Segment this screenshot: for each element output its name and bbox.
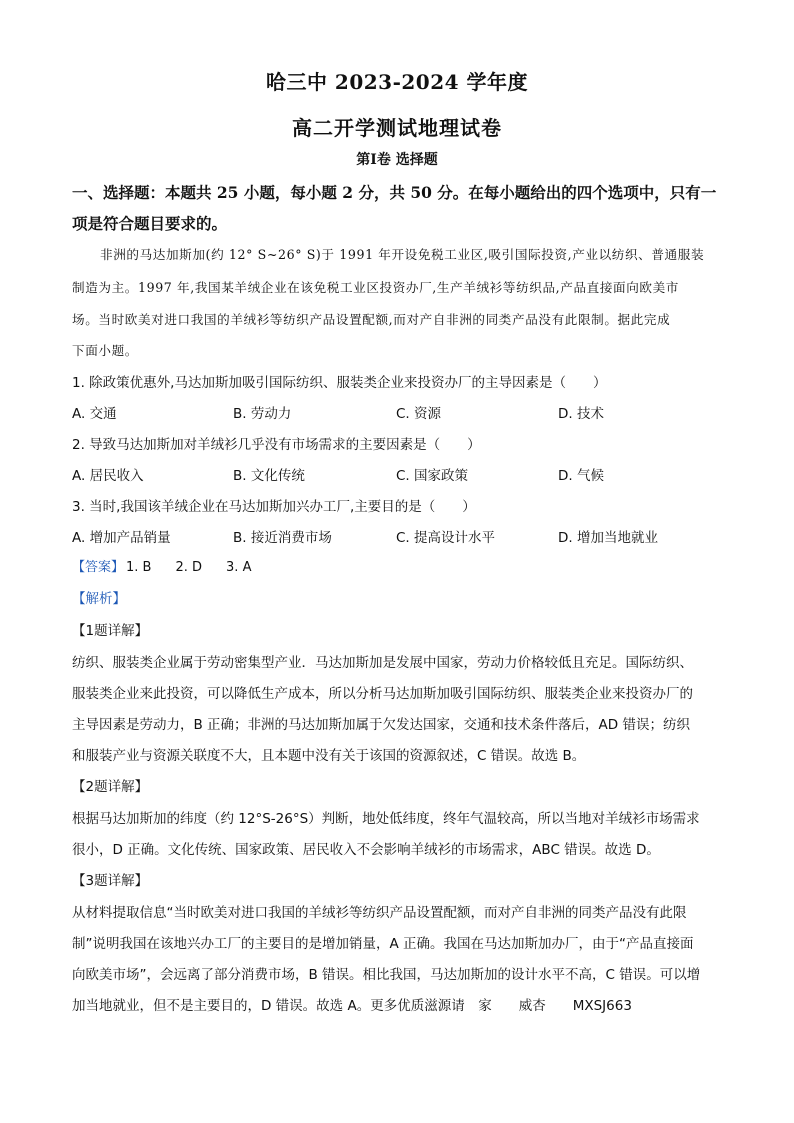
detail-3-line-3: 向欧美市场”，会远离了部分消费市场，B 错误。相比我国，马达加斯加的设计水平不高，C 错误。可以增 (72, 967, 701, 983)
section-heading: 第Ⅰ卷 选择题 (356, 152, 438, 168)
detail-1-line-4: 和服装产业与资源关联度不大，且本题中没有关于该国的资源叙述，C 错误。故选 B。 (72, 748, 586, 764)
question-1-stem: 1. 除政策优惠外,马达加斯加吸引国际纺织、服装类企业来投资办厂的主导因素是（ ） (72, 375, 607, 391)
analysis-label: 【解析】 (72, 591, 126, 607)
question-1-option-d: D. 技术 (558, 406, 604, 422)
question-1-option-b: B. 劳动力 (233, 406, 292, 422)
answer-item: 1. B (126, 560, 152, 575)
detail-1-heading: 【1题详解】 (72, 623, 149, 639)
exam-title: 哈三中 2023-2024 学年度 (265, 70, 529, 94)
detail-3-line-2: 制”说明我国在该地兴办工厂的主要目的是增加销量，A 正确。我国在马达加斯加办厂，由于“产品直接面 (72, 936, 694, 952)
answer-item: 3. A (226, 560, 252, 575)
material-line-2: 制造为主。1997 年,我国某羊绒企业在该免税工业区投资办厂,生产羊绒衫等纺织品,产品直接面向欧美市 (72, 280, 679, 295)
question-3-option-b: B. 接近消费市场 (233, 530, 332, 546)
detail-3-heading: 【3题详解】 (72, 873, 149, 889)
material-line-1: 非洲的马达加斯加(约 12° S~26° S)于 1991 年开设免税工业区,吸引国际投资,产业以纺织、普通服装 (100, 247, 705, 262)
question-3-option-d: D. 增加当地就业 (558, 530, 658, 546)
answer-item: 2. D (175, 560, 203, 575)
question-2-stem: 2. 导致马达加斯加对羊绒衫几乎没有市场需求的主要因素是（ ） (72, 437, 481, 453)
answer-line (72, 556, 251, 575)
question-2-option-b: B. 文化传统 (233, 468, 305, 484)
detail-1-line-2: 服装类企业来此投资，可以降低生产成本，所以分析马达加斯加吸引国际纺织、服装类企业来投资办厂的 (72, 686, 693, 702)
detail-2-heading: 【2题详解】 (72, 779, 149, 795)
question-1-option-a: A. 交通 (72, 406, 117, 422)
detail-3-line-1: 从材料提取信息“当时欧美对进口我国的羊绒衫等纺织产品设置配额，而对产自非洲的同类产品没有此限 (72, 905, 687, 921)
detail-3-line-4: 加当地就业，但不是主要目的，D 错误。故选 A。更多优质滋源请 家 威杏 MXSJ663 (72, 998, 632, 1014)
detail-2-line-1: 根据马达加斯加的纬度（约 12°S-26°S）判断，地处低纬度，终年气温较高，所以当地对羊绒衫市场需求 (72, 811, 700, 827)
question-3-option-a: A. 增加产品销量 (72, 530, 171, 546)
answer-label: 【答案】 (72, 560, 125, 575)
question-1-option-c: C. 资源 (396, 406, 442, 422)
question-3-option-c: C. 提高设计水平 (396, 530, 496, 546)
exam-subtitle: 高二开学测试地理试卷 (292, 116, 502, 140)
detail-2-line-2: 很小，D 正确。文化传统、国家政策、居民收入不会影响羊绒衫的市场需求，ABC 错误。故选 D。 (72, 842, 660, 858)
instructions-line-2: 项是符合题目要求的。 (72, 214, 228, 233)
material-line-3: 场。当时欧美对进口我国的羊绒衫等纺织产品设置配额,而对产自非洲的同类产品没有此限制。据此完成 (72, 312, 671, 327)
question-2-option-c: C. 国家政策 (396, 468, 469, 484)
question-2-option-d: D. 气候 (558, 468, 604, 484)
question-2-option-a: A. 居民收入 (72, 468, 144, 484)
detail-1-line-1: 纺织、服装类企业属于劳动密集型产业．马达加斯加是发展中国家，劳动力价格较低且充足。国际纺织、 (72, 655, 693, 671)
material-line-4: 下面小题。 (72, 343, 138, 358)
detail-1-line-3: 主导因素是劳动力，B 正确；非洲的马达加斯加属于欠发达国家，交通和技术条件落后，AD 错误；纺织 (72, 717, 690, 733)
instructions-line-1: 一、选择题：本题共 25 小题，每小题 2 分，共 50 分。在每小题给出的四个选项中，只有一 (72, 183, 717, 202)
question-3-stem: 3. 当时,我国该羊绒企业在马达加斯加兴办工厂,主要目的是（ ） (72, 499, 476, 515)
